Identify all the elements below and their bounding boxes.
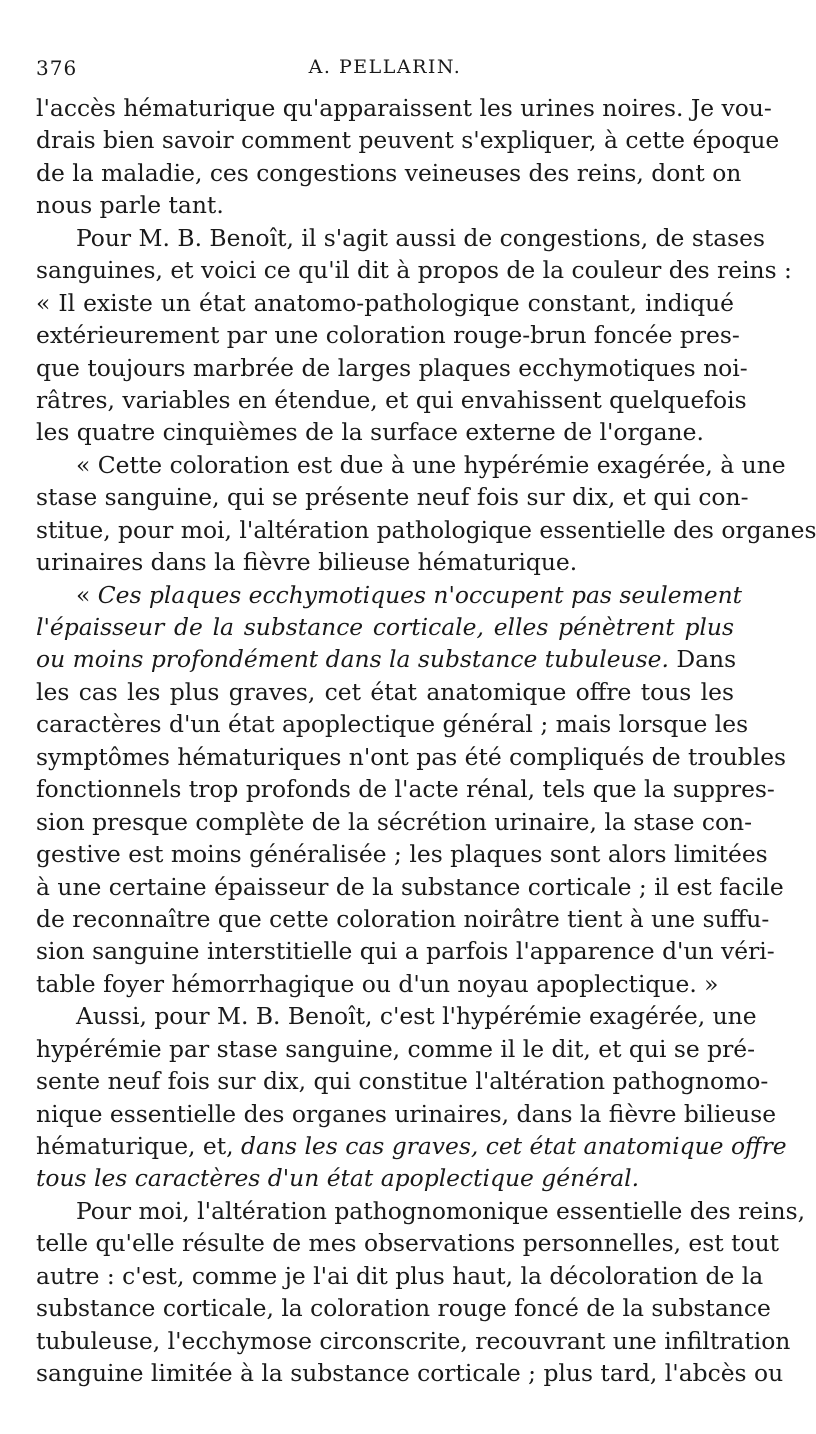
text-line	[36, 1000, 757, 1032]
text-segment: l'accès hématurique qu'apparaissent les urines noires. Je vou-	[36, 94, 772, 122]
text-line	[36, 416, 734, 448]
text-line	[36, 579, 743, 611]
text-segment: tubuleuse, l'ecchymose circonscrite, recouvrant une infiltration	[36, 1326, 791, 1355]
text-segment: sente neuf fois sur dix, qui constitue l'altération pathognomo-	[36, 1067, 769, 1096]
text-segment: substance corticale, la coloration rouge foncé de la substance	[36, 1294, 771, 1323]
text-segment: fonctionnels trop profonds de l'acte rénal, tels que la suppres-	[36, 775, 775, 804]
text-segment: sanguine limitée à la substance corticale ; plus tard, l'abcès ou	[36, 1359, 784, 1388]
text-line	[36, 676, 734, 708]
text-line	[36, 514, 816, 546]
body-text	[36, 92, 816, 1390]
text-line	[36, 1357, 784, 1389]
text-segment: sion presque complète de la sécrétion urinaire, la stase con-	[36, 807, 753, 836]
text-segment: hématurique, et,	[36, 1132, 242, 1160]
text-line	[36, 92, 772, 124]
text-segment: de la maladie, ces congestions veineuses des reins, dont on	[36, 158, 742, 187]
text-segment: stase sanguine, qui se présente neuf fois sur dix, et qui con-	[36, 483, 749, 512]
text-line	[36, 643, 737, 675]
text-line	[36, 903, 770, 935]
text-line	[36, 157, 742, 189]
text-line	[36, 741, 787, 773]
text-line	[36, 708, 749, 740]
text-segment: hypérémie par stase sanguine, comme il le dit, et qui se pré-	[36, 1034, 756, 1063]
text-line	[36, 222, 766, 254]
text-segment: nique essentielle des organes urinaires, dans la fièvre bilieuse	[36, 1099, 777, 1128]
text-segment: urinaires dans la fièvre bilieuse hématurique.	[36, 548, 578, 577]
text-segment: telle qu'elle résulte de mes observations personnelles, est tout	[36, 1229, 780, 1258]
page-number: 376	[36, 56, 78, 80]
text-segment: « Cette coloration est due à une hypérémie exagérée, à une	[76, 450, 786, 479]
text-line	[36, 319, 740, 351]
page-header	[36, 56, 734, 84]
text-line	[36, 1098, 777, 1130]
text-line	[36, 287, 734, 319]
text-segment: gestive est moins généralisée ; les plaques sont alors limitées	[36, 840, 768, 869]
text-segment: Pour M. B. Benoît, il s'agit aussi de congestions, de stases	[76, 223, 766, 252]
text-segment: Dans	[668, 645, 737, 674]
text-line	[36, 384, 747, 416]
text-segment: râtres, variables en étendue, et qui envahissent quelquefois	[36, 385, 747, 414]
text-segment: à une certaine épaisseur de la substance corticale ; il est facile	[36, 872, 784, 901]
text-segment: « Il existe un état anatomo-pathologique constant, indiqué	[36, 288, 734, 317]
text-line	[36, 611, 734, 643]
text-segment: Aussi, pour M. B. Benoît, c'est l'hypérémie exagérée, une	[76, 1002, 757, 1031]
text-line	[36, 1260, 764, 1292]
text-line	[36, 1292, 771, 1324]
text-line	[36, 1195, 806, 1227]
text-line	[36, 189, 734, 221]
text-segment: sion sanguine interstitielle qui a parfois l'apparence d'un véri-	[36, 937, 775, 966]
text-segment: table foyer hémorrhagique ou d'un noyau apoplectique. »	[36, 969, 719, 998]
text-line	[36, 254, 792, 286]
text-line	[36, 838, 768, 870]
text-segment: caractères d'un état apoplectique général ; mais lorsque les	[36, 710, 749, 739]
text-segment: extérieurement par une coloration rouge-brun foncée pres-	[36, 321, 740, 350]
text-line	[36, 773, 775, 805]
text-line	[36, 481, 749, 513]
text-line	[36, 1033, 756, 1065]
text-line	[36, 352, 748, 384]
text-line	[36, 1325, 791, 1357]
italic-text: Ces plaques ecchymotiques n'occupent pas seulement	[97, 580, 743, 609]
text-segment: Pour moi, l'altération pathognomonique essentielle des reins,	[76, 1196, 806, 1225]
text-segment: de reconnaître que cette coloration noirâtre tient à une suffu-	[36, 904, 770, 933]
text-line	[36, 124, 780, 156]
text-segment: autre : c'est, comme je l'ai dit plus haut, la décoloration de la	[36, 1261, 764, 1290]
text-line	[36, 1130, 787, 1162]
text-line	[36, 871, 784, 903]
text-segment: que toujours marbrée de larges plaques ecchymotiques noi-	[36, 353, 748, 382]
text-segment: «	[76, 580, 98, 609]
italic-text: ou moins profondément dans la substance tubuleuse.	[36, 645, 669, 674]
text-line	[36, 968, 734, 1000]
text-line	[36, 1162, 734, 1194]
italic-text: tous les caractères d'un état apoplectique général.	[36, 1164, 640, 1193]
running-title: A. PELLARIN.	[308, 56, 462, 78]
text-segment: sanguines, et voici ce qu'il dit à propos de la couleur des reins :	[36, 256, 792, 285]
text-segment: les cas les plus graves, cet état anatomique offre tous les	[36, 677, 734, 706]
italic-text: l'épaisseur de la substance corticale, elles pénètrent plus	[36, 613, 734, 641]
text-segment: les quatre cinquièmes de la surface externe de l'organe.	[36, 418, 704, 447]
text-segment: stitue, pour moi, l'altération pathologique essentielle des organes	[36, 515, 816, 544]
text-line	[36, 546, 734, 578]
text-line	[36, 449, 786, 481]
text-segment: symptômes hématuriques n'ont pas été compliqués de troubles	[36, 742, 787, 771]
text-segment: drais bien savoir comment peuvent s'expliquer, à cette époque	[36, 126, 780, 155]
text-segment: nous parle tant.	[36, 191, 224, 220]
text-line	[36, 935, 775, 967]
text-line	[36, 1227, 780, 1259]
italic-text: dans les cas graves, cet état anatomique offre	[241, 1132, 787, 1160]
text-line	[36, 1065, 769, 1097]
text-line	[36, 806, 753, 838]
